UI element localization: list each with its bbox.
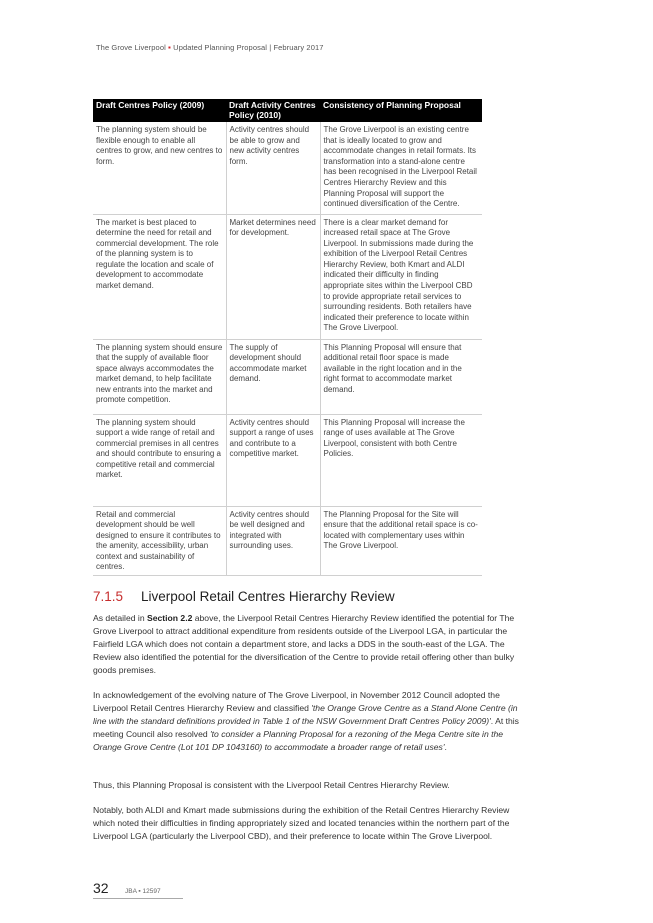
table-cell: The market is best placed to determine the need for retail and commercial development. The role of the planning system is to regulate the location and scale of development to accommodate market demand. xyxy=(93,214,226,339)
table-row xyxy=(93,414,482,506)
quoted-resolution: 'to consider a Planning Proposal for a rezoning of the Mega Centre site in the Orange Grove Centre (Lot 101 DP 1043160) to accommodate a broader range of retail uses' xyxy=(93,728,504,752)
header-document-name: Updated Planning Proposal xyxy=(173,43,267,52)
table-row xyxy=(93,122,482,214)
paragraph-4: Notably, both ALDI and Kmart made submissions during the exhibition of the Retail Centres Hierarchy Review which noted their difficulties in finding appropriately sized and located tenancies within the northern part of the Liverpool LGA (particularly the Liverpool CBD), and their preference to locate within The Grove Liverpool. xyxy=(93,805,510,841)
column-header-draft-activity-centres-policy: Draft Activity Centres Policy (2010) xyxy=(226,99,320,122)
table-cell: The Planning Proposal for the Site will ensure that the additional retail space is co-located with complementary uses within The Grove Liverpool. xyxy=(320,506,482,576)
paragraph-text: . xyxy=(444,741,447,752)
paragraph-text: . At this meeting Council also resolved xyxy=(93,715,519,739)
table-cell: The planning system should be flexible enough to enable all centres to grow, and new centres to form. xyxy=(93,122,226,214)
table-cell: Activity centres should support a range of uses and contribute to a competitive market. xyxy=(226,414,320,506)
quoted-classification: 'the Orange Grove Centre as a Stand Alone Centre (in line with the standard definitions provided in Table 1 of the NSW Government Draft Centres Policy 2009)' xyxy=(93,702,518,726)
table-cell: Activity centres should be well designed and integrated with surrounding uses. xyxy=(226,506,320,576)
paragraph-2 xyxy=(93,689,533,754)
document-reference: JBA ▪ 12597 xyxy=(125,888,161,895)
section-reference: Section 2.2 xyxy=(146,613,193,623)
page-number: 32 xyxy=(93,880,109,896)
table-cell: There is a clear market demand for increased retail space at The Grove Liverpool. In submissions made during the exhibition of the Liverpool Retail Centres Hierarchy Review, both Kmart and ALDI indicated their difficulty in finding appropriate sites within the Liverpool CBD to provide appropriate retail services to surrounding residents. Both retailers have indicated their preference to locate within The Grove Liverpool. xyxy=(320,214,482,339)
footer-rule xyxy=(93,898,183,899)
paragraph-text: above, the Liverpool Retail Centres Hierarchy Review identified the potential for The Grove Liverpool to attract additional expenditure from residents outside of the Liverpool LGA, in particular the Fairfield LGA which does not contain a department store, and lacks a DDS in the south-east of the LGA. The Review also identified the potential for the diversification of the Centre to provide retail offering other than bulky goods premises. xyxy=(93,613,515,675)
section-heading xyxy=(93,589,395,604)
table-cell: This Planning Proposal will increase the range of uses available at The Grove Liverpool, consistent with both Centre Policies. xyxy=(320,414,482,506)
paragraph-text: As detailed in xyxy=(93,613,147,623)
table-cell: The supply of development should accommodate market demand. xyxy=(226,339,320,414)
paragraph-text: In acknowledgement of the evolving nature of The Grove Liverpool, in November 2012 Council adopted the Liverpool Retail Centres Hierarchy Review and classified xyxy=(93,690,500,713)
table-row xyxy=(93,339,482,414)
running-header xyxy=(96,43,324,52)
header-date: February 2017 xyxy=(273,43,324,52)
header-separator: | xyxy=(269,43,272,52)
column-header-consistency: Consistency of Planning Proposal xyxy=(320,99,482,122)
table-cell: The Grove Liverpool is an existing centre that is ideally located to grow and accommodate changes in retail formats. Its transformation into a stand-alone centre has been recognised in the Liverpool Retail Centres Hierarchy Review and this Planning Proposal will support the continued diversification of the Centre. xyxy=(320,122,482,214)
table-cell: Market determines need for development. xyxy=(226,214,320,339)
table-cell: The planning system should support a wide range of retail and commercial premises in all centres and should contribute to ensuring a competitive retail and commercial market. xyxy=(93,414,226,506)
column-header-draft-centres-policy: Draft Centres Policy (2009) xyxy=(93,99,226,122)
page-footer xyxy=(93,880,161,898)
section-title: Liverpool Retail Centres Hierarchy Review xyxy=(141,589,395,604)
section-number: 7.1.5 xyxy=(93,589,124,604)
header-title: The Grove Liverpool xyxy=(96,43,166,52)
header-bullet: ▪ xyxy=(168,43,171,52)
table-cell: Activity centres should be able to grow and new activity centres form. xyxy=(226,122,320,214)
policy-consistency-table xyxy=(93,99,482,576)
table-cell: The planning system should ensure that the supply of available floor space always accommodates the market demand, to help facilitate new entrants into the market and promote competition. xyxy=(93,339,226,414)
table-cell: Retail and commercial development should be well designed to ensure it contributes to the amenity, accessibility, urban context and sustainability of centres. xyxy=(93,506,226,576)
table-cell: This Planning Proposal will ensure that additional retail floor space is made available in the right location and in the right format to accommodate market demand. xyxy=(320,339,482,414)
table-row xyxy=(93,506,482,576)
paragraph-1 xyxy=(93,612,533,677)
paragraph-3: Thus, this Planning Proposal is consistent with the Liverpool Retail Centres Hierarchy Review. xyxy=(93,780,450,790)
table-header-row xyxy=(93,99,482,122)
table-row xyxy=(93,214,482,339)
